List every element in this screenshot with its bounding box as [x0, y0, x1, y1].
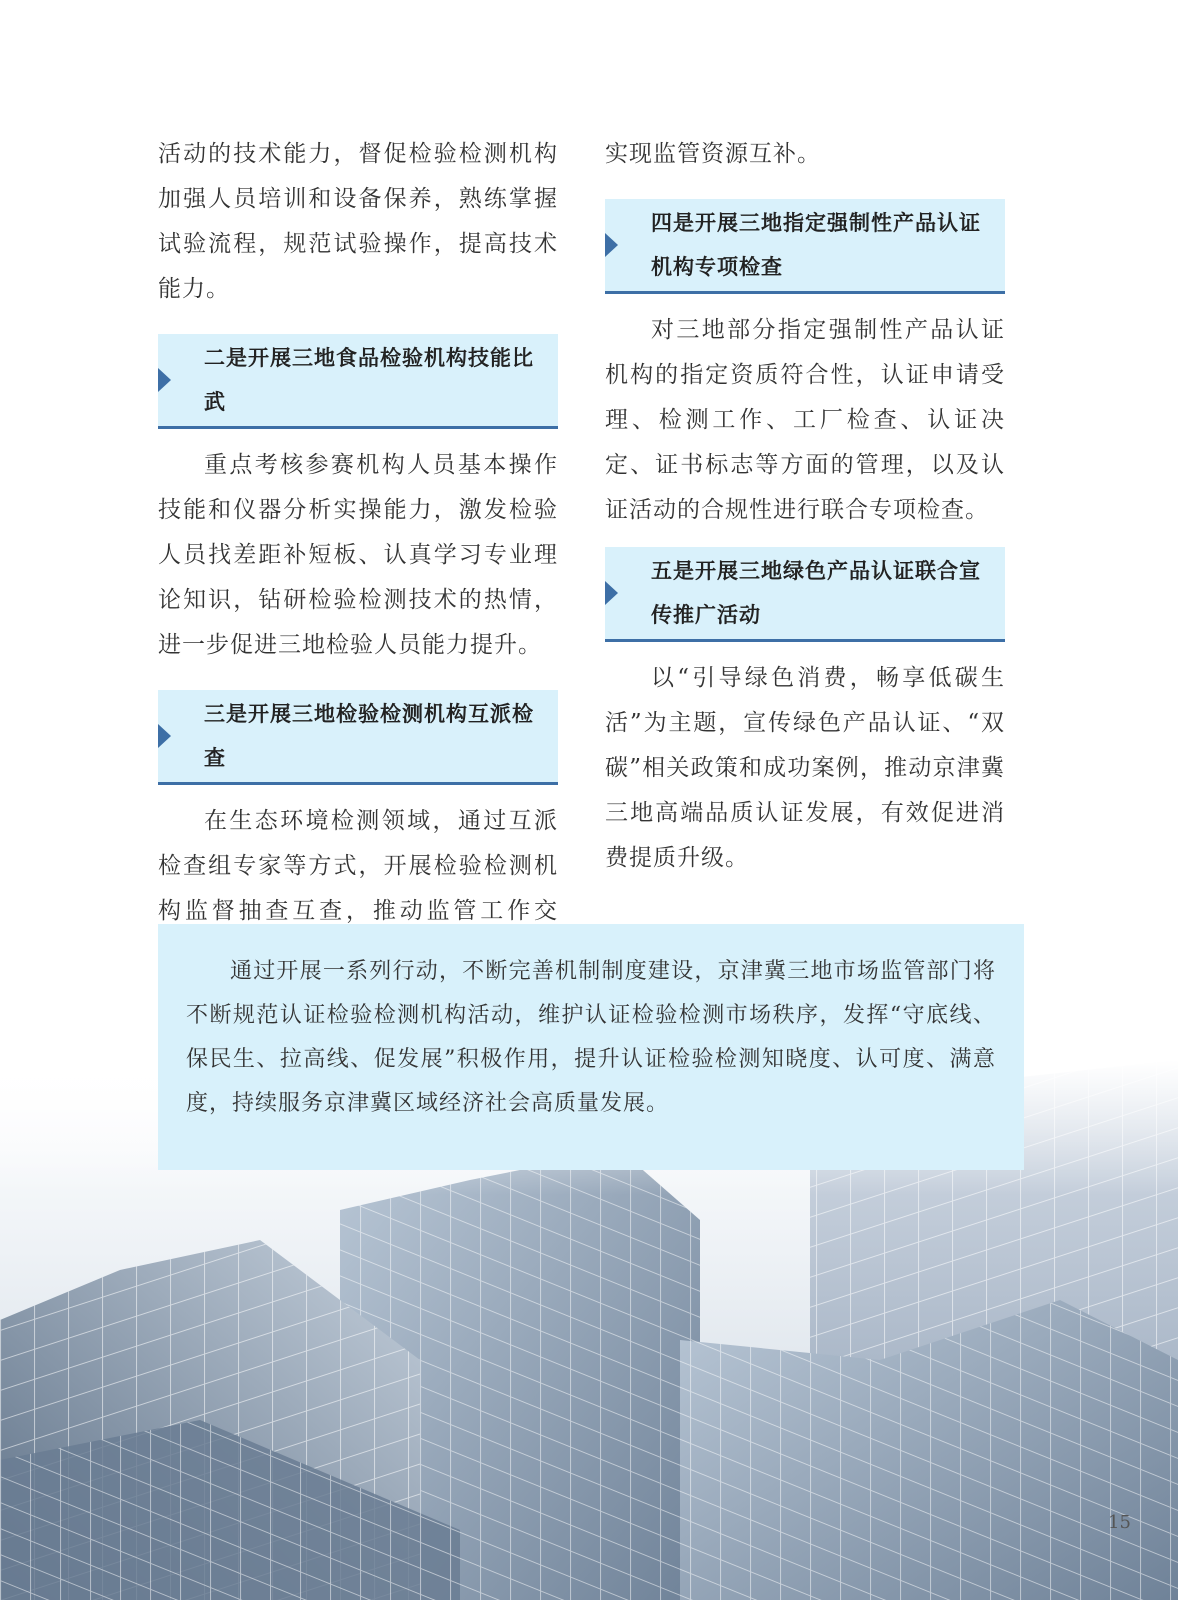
- section-body-mutual-inspection: 在生态环境检测领域，通过互派检查组专家等方式，开展检验检测机构监督抽查互查，推动监管工作交: [158, 808, 558, 924]
- section-body-ccc-certification: 对三地部分指定强制性产品认证机构的指定资质符合性，认证申请受理、检测工作、工厂检查、认证决定、证书标志等方面的管理，以及认证活动的合规性进行联合专项检查。: [605, 317, 1005, 523]
- section-heading-mutual-inspection: [158, 690, 558, 785]
- section-heading-green-product: [605, 547, 1005, 642]
- triangle-bullet-icon: [605, 233, 618, 257]
- section-heading-text: 二是开展三地食品检验机构技能比武: [204, 346, 534, 414]
- page-number: 15: [1108, 1512, 1131, 1533]
- section-heading-text: 三是开展三地检验检测机构互派检查: [204, 702, 534, 770]
- left-column: [158, 132, 558, 979]
- right-intro-paragraph: 实现监管资源互补。: [605, 141, 821, 167]
- summary-box: [158, 924, 1024, 1170]
- triangle-bullet-icon: [605, 581, 618, 605]
- section-heading-text: 五是开展三地绿色产品认证联合宣传推广活动: [651, 559, 981, 627]
- summary-paragraph: 通过开展一系列行动，不断完善机制制度建设，京津冀三地市场监管部门将不断规范认证检验检测机构活动，维护认证检验检测市场秩序，发挥“守底线、保民生、拉高线、促发展”积极作用，提升认证检验检测知晓度、认可度、满意度，持续服务京津冀区域经济社会高质量发展。: [186, 959, 996, 1116]
- triangle-bullet-icon: [158, 368, 171, 392]
- section-body-food-inspection: 重点考核参赛机构人员基本操作技能和仪器分析实操能力，激发检验人员找差距补短板、认真学习专业理论知识，钻研检验检测技术的热情，进一步促进三地检验人员能力提升。: [158, 452, 558, 658]
- triangle-bullet-icon: [158, 724, 171, 748]
- section-heading-ccc-certification: [605, 199, 1005, 294]
- right-column: [605, 132, 1005, 881]
- section-heading-text: 四是开展三地指定强制性产品认证机构专项检查: [651, 211, 981, 279]
- section-heading-food-inspection: [158, 334, 558, 429]
- section-body-green-product: 以“引导绿色消费，畅享低碳生活”为主题，宣传绿色产品认证、“双碳”相关政策和成功案例，推动京津冀三地高端品质认证发展，有效促进消费提质升级。: [605, 665, 1005, 871]
- left-intro-paragraph: 活动的技术能力，督促检验检测机构加强人员培训和设备保养，熟练掌握试验流程，规范试验操作，提高技术能力。: [158, 141, 558, 302]
